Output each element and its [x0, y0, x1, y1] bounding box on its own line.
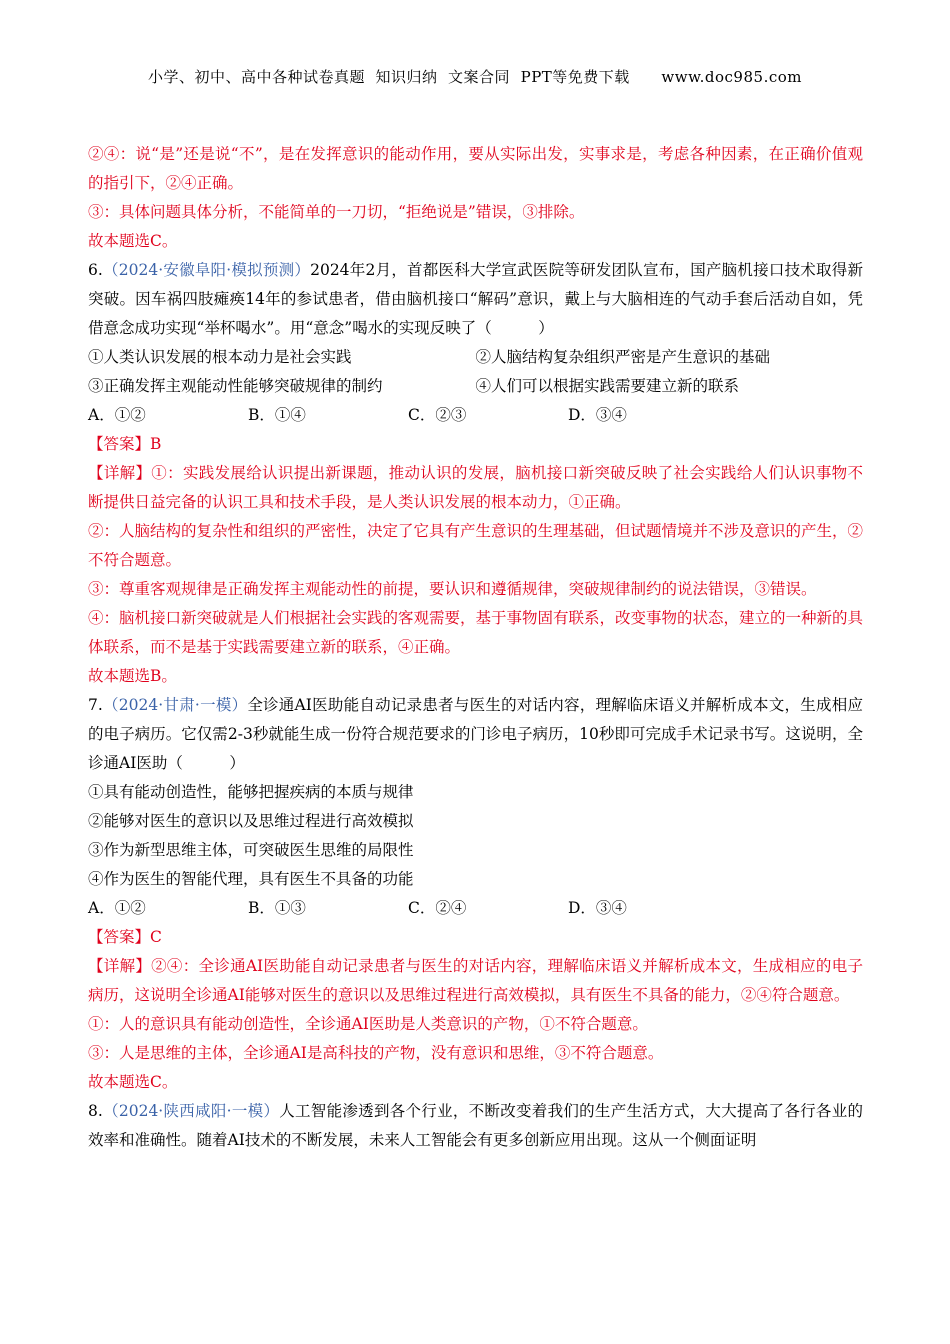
answer-value: B	[150, 435, 162, 453]
option-statement: ③正确发挥主观能动性能够突破规律的制约	[88, 377, 383, 395]
option-statement: ①人类认识发展的根本动力是社会实践	[88, 348, 352, 366]
choice-c: C．②④	[408, 899, 467, 917]
detail-line	[88, 459, 863, 517]
detail-label: 【详解】	[88, 957, 152, 975]
option-statement: ①具有能动创造性，能够把握疾病的本质与规律	[88, 783, 414, 801]
question-text: 全诊通AI医助能自动记录患者与医生的对话内容，理解临床语义并解析成本文，生成相应的电子病历。它仅需2-3秒就能生成一份符合规范要求的门诊电子病历，10秒即可完成手术记录书写。这说明，全诊通AI医助（ ）	[88, 696, 863, 772]
detail-text: ②④：全诊通AI医助能自动记录患者与医生的对话内容，理解临床语义并解析成本文，生成相应的电子病历，这说明全诊通AI能够对医生的意识以及思维过程进行高效模拟，具有医生不具备的能力，②④符合题意。	[88, 957, 863, 1004]
option-statement: ④作为医生的智能代理，具有医生不具备的功能	[88, 870, 414, 888]
question-number: 6.	[88, 261, 103, 279]
choice-a: A．①②	[88, 406, 146, 424]
choice-d: D．③④	[568, 899, 627, 917]
prev-explanation-line: ③：具体问题具体分析，不能简单的一刀切，“拒绝说是”错误，③排除。	[88, 203, 585, 221]
question-7-stem	[88, 691, 863, 778]
question-source: （2024·甘肃·一模）	[102, 696, 248, 714]
question-number: 8.	[88, 1102, 103, 1120]
question-7-answer	[88, 923, 863, 952]
question-6-options-row	[88, 343, 863, 372]
question-7-choices	[88, 894, 863, 923]
option-statement: ②人脑结构复杂组织严密是产生意识的基础	[475, 348, 771, 366]
detail-line: ③：尊重客观规律是正确发挥主观能动性的前提，要认识和遵循规律，突破规律制约的说法错误，③错误。	[88, 580, 817, 598]
detail-line: ④：脑机接口新突破就是人们根据社会实践的客观需要，基于事物固有联系，改变事物的状态，建立的一种新的具体联系，而不是基于实践需要建立新的联系，④正确。	[88, 609, 864, 656]
page-header: 小学、初中、高中各种试卷真题 知识归纳 文案合同 PPT等免费下载 www.doc985.com	[147, 68, 802, 86]
choice-b: B．①④	[248, 406, 306, 424]
prev-explanation-line: ②④：说“是”还是说“不”，是在发挥意识的能动作用，要从实际出发，实事求是，考虑各种因素，在正确价值观的指引下，②④正确。	[88, 145, 863, 192]
question-6-options-row	[88, 372, 863, 401]
question-number: 7.	[88, 696, 103, 714]
answer-label: 【答案】	[88, 928, 151, 946]
choice-a: A．①②	[88, 899, 146, 917]
detail-line: ②：人脑结构的复杂性和组织的严密性，决定了它具有产生意识的生理基础，但试题情境并不涉及意识的产生，②不符合题意。	[88, 522, 864, 569]
question-6-conclusion: 故本题选B。	[88, 667, 177, 685]
detail-line: ①：人的意识具有能动创造性，全诊通AI医助是人类意识的产物，①不符合题意。	[88, 1015, 648, 1033]
option-statement: ②能够对医生的意识以及思维过程进行高效模拟	[88, 812, 414, 830]
detail-label: 【详解】	[88, 464, 152, 482]
question-6-choices	[88, 401, 863, 430]
question-8-stem	[88, 1097, 863, 1155]
detail-text: ①：实践发展给认识提出新课题，推动认识的发展，脑机接口新突破反映了社会实践给人们认识事物不断提供日益完备的认识工具和技术手段，是人类认识发展的根本动力，①正确。	[88, 464, 863, 511]
answer-value: C	[150, 928, 162, 946]
prev-conclusion: 故本题选C。	[88, 232, 178, 250]
choice-c: C．②③	[408, 406, 467, 424]
question-7-conclusion: 故本题选C。	[88, 1073, 178, 1091]
detail-line	[88, 952, 863, 1010]
question-text: 人工智能渗透到各个行业，不断改变着我们的生产生活方式，大大提高了各行各业的效率和准确性。随着AI技术的不断发展，未来人工智能会有更多创新应用出现。这从一个侧面证明	[88, 1102, 863, 1149]
question-6-answer	[88, 430, 863, 459]
choice-d: D．③④	[568, 406, 627, 424]
option-statement: ④人们可以根据实践需要建立新的联系	[475, 377, 740, 395]
question-source: （2024·安徽阜阳·模拟预测）	[102, 261, 311, 279]
choice-b: B．①③	[248, 899, 306, 917]
option-statement: ③作为新型思维主体，可突破医生思维的局限性	[88, 841, 414, 859]
answer-label: 【答案】	[88, 435, 151, 453]
detail-line: ③：人是思维的主体，全诊通AI是高科技的产物，没有意识和思维，③不符合题意。	[88, 1044, 664, 1062]
document-body	[88, 140, 863, 1155]
question-text: 2024年2月，首都医科大学宣武医院等研发团队宣布，国产脑机接口技术取得新突破。因车祸四肢瘫痪14年的参试患者，借由脑机接口“解码”意识，戴上与大脑相连的气动手套后活动自如，凭借意念成功实现“举杯喝水”。用“意念”喝水的实现反映了（ ）	[88, 261, 863, 337]
question-6-stem	[88, 256, 863, 343]
question-source: （2024·陕西咸阳·一模）	[102, 1102, 280, 1120]
